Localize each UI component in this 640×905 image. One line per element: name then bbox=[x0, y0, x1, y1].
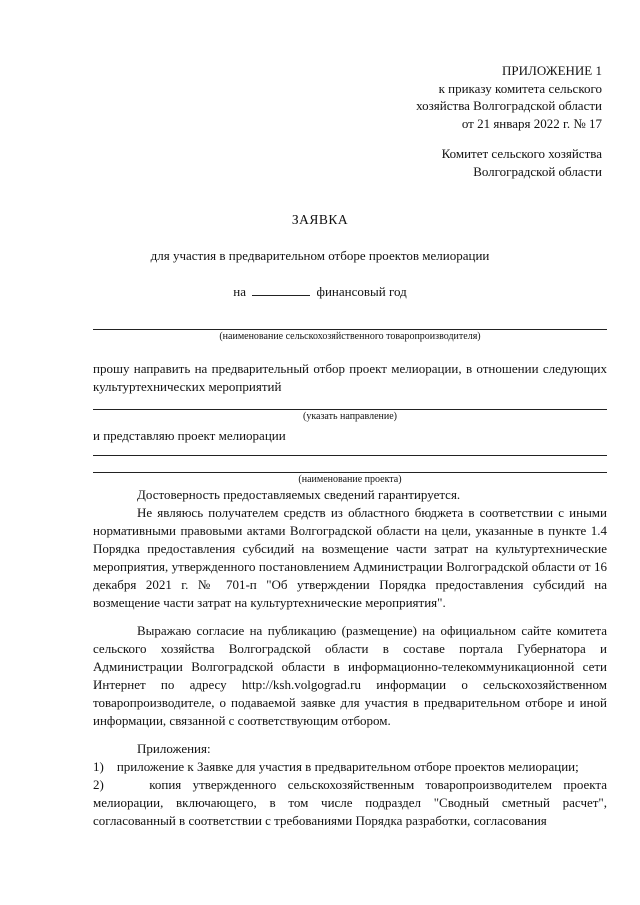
request-paragraph: прошу направить на предварительный отбор проект мелиорации, в отношении следующих культуртехнических мероприятий bbox=[93, 361, 607, 394]
document-title: ЗАЯВКА bbox=[291, 212, 349, 227]
addressee bbox=[442, 145, 602, 180]
addressee-line-1: Комитет сельского хозяйства bbox=[441, 146, 602, 161]
attachment-item-1: 1) приложение к Заявке для участия в предварительном отборе проектов мелиорации; bbox=[93, 759, 579, 774]
attachments-heading: Приложения: bbox=[137, 741, 211, 756]
project-caption: (наименование проекта) bbox=[298, 474, 402, 485]
approval-line-3: хозяйства Волгоградской области bbox=[416, 98, 602, 113]
not-recipient-paragraph: Не являюсь получателем средств из областного бюджета в соответствии с иными нормативными правовыми актами Волгоградской области на цели, указанные в пункте 1.4 Порядка предоставления субсидий на возмещение части затрат на культуртехнические мероприятия, утвержденного постановлением Администрации Волгоградской области от 16 декабря 2021 г. № 701-п "Об утверждении Порядка предоставления субсидий на возмещение части затрат на культуртехнические мероприятия". bbox=[93, 505, 607, 610]
year-prefix: на bbox=[233, 284, 247, 299]
reliability-paragraph: Достоверность предоставляемых сведений гарантируется. bbox=[137, 487, 461, 502]
project-name-line-1[interactable] bbox=[93, 455, 607, 456]
producer-caption: (наименование сельскохозяйственного товаропроизводителя) bbox=[219, 331, 481, 342]
approval-stamp bbox=[416, 62, 602, 132]
document-subtitle: для участия в предварительном отборе проектов мелиорации bbox=[150, 248, 490, 263]
direction-line[interactable] bbox=[93, 409, 607, 410]
approval-line-4: от 21 января 2022 г. № 17 bbox=[461, 115, 602, 131]
direction-caption: (указать направление) bbox=[303, 411, 397, 422]
present-paragraph: и представляю проект мелиорации bbox=[93, 428, 286, 443]
consent-paragraph: Выражаю согласие на публикацию (размещение) на официальном сайте комитета сельского хозяйства Волгоградской области в составе портала Губернатора и Администрации Волгоградской области в информационно-телекоммуникационной сети Интернет по адресу http://ksh.volgograd.ru информации о сельскохозяйственном товаропроизводителе, о подаваемой заявке для участия в предварительном отборе и иной информации, связанной с соответствующим отбором. bbox=[93, 623, 607, 728]
approval-line-2: к приказу комитета сельского bbox=[438, 80, 602, 96]
attachment-item-2: 2) копия утвержденного сельскохозяйственным товаропроизводителем проекта мелиорации, включающего, в том числе подраздел "Сводный сметный расчет", согласованный в соответствии с требованиями Порядка разработки, согласования bbox=[93, 777, 607, 828]
year-suffix: финансовый год bbox=[316, 284, 407, 299]
financial-year-line bbox=[0, 283, 640, 301]
producer-name-line[interactable] bbox=[93, 329, 607, 330]
project-name-line-2[interactable] bbox=[93, 472, 607, 473]
addressee-line-2: Волгоградской области bbox=[473, 163, 602, 179]
year-blank-field[interactable] bbox=[252, 283, 310, 296]
approval-line-1: ПРИЛОЖЕНИЕ 1 bbox=[502, 63, 602, 78]
